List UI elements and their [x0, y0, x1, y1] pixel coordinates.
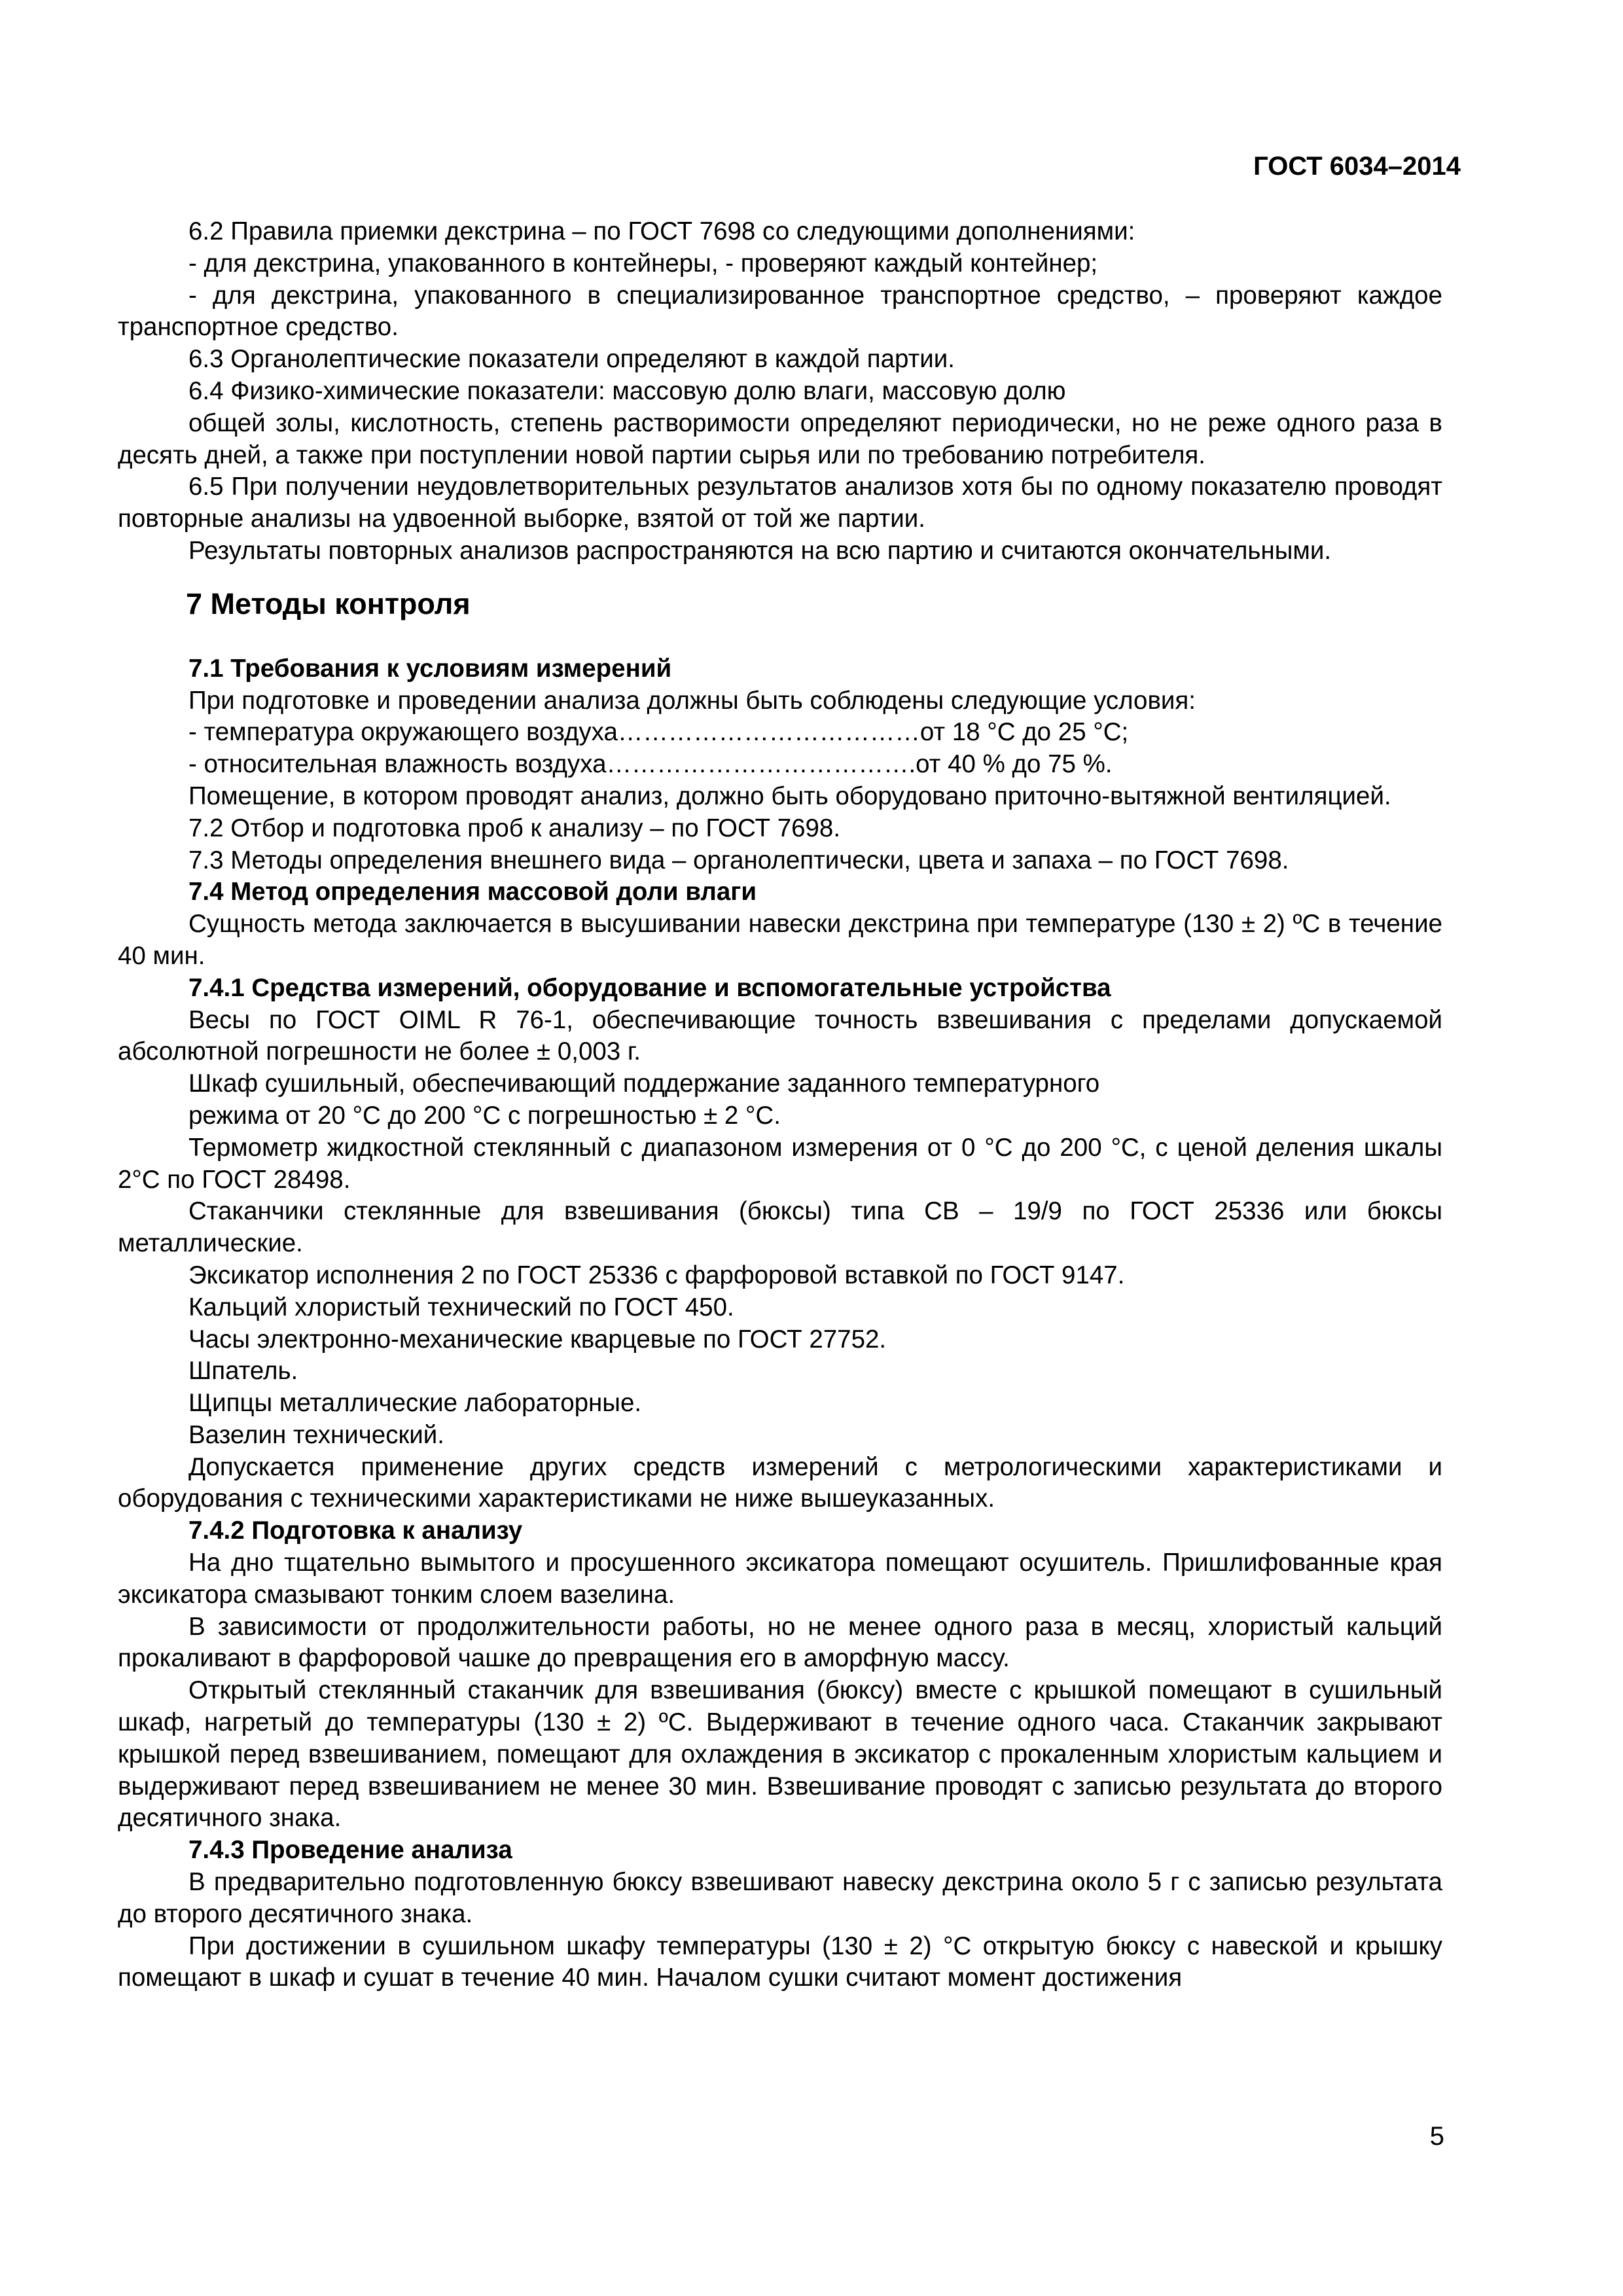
paragraph: При достижении в сушильном шкафу температуры (130 ± 2) °С открытую бюксу с навеской и крышку помещают в шкаф и сушат в течение 40 мин. Началом сушки считают момент достижения — [118, 1931, 1442, 1992]
subsection-heading: 7.1 Требования к условиям измерений — [188, 654, 672, 683]
paragraph: Помещение, в котором проводят анализ, должно быть оборудовано приточно-вытяжной вентиляцией. — [188, 781, 1391, 810]
paragraph: Вазелин технический. — [188, 1420, 444, 1449]
subsection-heading: 7.4.2 Подготовка к анализу — [188, 1516, 523, 1545]
paragraph: Сущность метода заключается в высушивании навески декстрина при температуре (130 ± 2) ºС в течение 40 мин. — [118, 910, 1442, 970]
paragraph: Кальций хлористый технический по ГОСТ 450. — [188, 1293, 734, 1321]
subsection-heading: 7.4.3 Проведение анализа — [188, 1836, 512, 1865]
paragraph: Шпатель. — [188, 1357, 298, 1386]
paragraph: На дно тщательно вымытого и просушенного эксикатора помещают осушитель. Пришлифованные края эксикатора смазывают тонким слоем вазелина. — [118, 1549, 1442, 1609]
paragraph: Термометр жидкостной стеклянный с диапазоном измерения от 0 °С до 200 °С, с ценой деления шкалы 2°С по ГОСТ 28498. — [118, 1133, 1442, 1194]
paragraph: 6.5 При получении неудовлетворительных результатов анализов хотя бы по одному показателю проводят повторные анализы на удвоенной выборке, взятой от той же партии. — [118, 473, 1442, 533]
paragraph: - для декстрина, упакованного в специализированное транспортное средство, – проверяют каждое транспортное средство. — [118, 281, 1442, 342]
page-number: 5 — [1429, 2122, 1444, 2151]
paragraph: - температура окружающего воздуха………………………………от 18 °С до 25 °С; — [188, 718, 1129, 747]
paragraph: Шкаф сушильный, обеспечивающий поддержание заданного температурного — [188, 1069, 1100, 1098]
paragraph: Открытый стеклянный стаканчик для взвешивания (бюксу) вместе с крышкой помещают в сушильный шкаф, нагретый до температуры (130 ± 2) ºС. Выдерживают в течение одного часа. Стаканчик закрывают крышкой перед взвешиванием, помещают для охлаждения в эксикатор с прокаленным хлористым кальцием и выдерживают перед взвешиванием не менее 30 мин. Взвешивание проводят с записью результата до второго десятичного знака. — [118, 1676, 1442, 1833]
standard-designation: ГОСТ 6034–2014 — [1253, 152, 1461, 181]
paragraph: - для декстрина, упакованного в контейнеры, - проверяют каждый контейнер; — [188, 249, 1098, 278]
paragraph: Часы электронно-механические кварцевые по ГОСТ 27752. — [188, 1325, 887, 1354]
document-body — [118, 216, 1442, 1994]
paragraph: общей золы, кислотность, степень растворимости определяют периодически, но не реже одного раза в десять дней, а также при поступлении новой партии сырья или по требованию потребителя. — [118, 408, 1442, 469]
paragraph: Щипцы металлические лабораторные. — [188, 1389, 642, 1418]
section-heading: 7 Методы контроля — [186, 586, 471, 620]
subsection-heading: 7.4.1 Средства измерений, оборудование и вспомогательные устройства — [188, 973, 1111, 1002]
paragraph: - относительная влажность воздуха……………………………….от 40 % до 75 %. — [188, 750, 1113, 779]
paragraph: В зависимости от продолжительности работы, но не менее одного раза в месяц, хлористый кальций прокаливают в фарфоровой чашке до превращения его в аморфную массу. — [118, 1612, 1442, 1673]
paragraph: Результаты повторных анализов распространяются на всю партию и считаются окончательными. — [188, 536, 1332, 565]
paragraph: Весы по ГОСТ OIML R 76-1, обеспечивающие точность взвешивания с пределами допускаемой абсолютной погрешности не более ± 0,003 г. — [118, 1005, 1442, 1066]
paragraph: Эксикатор исполнения 2 по ГОСТ 25336 с фарфоровой вставкой по ГОСТ 9147. — [188, 1261, 1125, 1289]
paragraph: Допускается применение других средств измерений с метрологическими характеристиками и оборудования с техническими характеристиками не ниже вышеуказанных. — [118, 1452, 1442, 1513]
paragraph: 7.2 Отбор и подготовка проб к анализу – по ГОСТ 7698. — [188, 814, 841, 842]
paragraph: В предварительно подготовленную бюксу взвешивают навеску декстрина около 5 г с записью результата до второго десятичного знака. — [118, 1868, 1442, 1928]
paragraph: 6.2 Правила приемки декстрина – по ГОСТ 7698 со следующими дополнениями: — [188, 217, 1135, 245]
paragraph: 7.3 Методы определения внешнего вида – органолептически, цвета и запаха – по ГОСТ 7698. — [188, 846, 1289, 874]
paragraph: При подготовке и проведении анализа должны быть соблюдены следующие условия: — [188, 686, 1196, 715]
paragraph: режима от 20 °С до 200 °С с погрешностью ± 2 °С. — [188, 1101, 781, 1130]
paragraph: 6.3 Органолептические показатели определяют в каждой партии. — [188, 345, 955, 374]
subsection-heading: 7.4 Метод определения массовой доли влаги — [188, 878, 757, 906]
paragraph: 6.4 Физико-химические показатели: массовую долю влаги, массовую долю — [188, 376, 1066, 405]
paragraph: Стаканчики стеклянные для взвешивания (бюксы) типа СВ – 19/9 по ГОСТ 25336 или бюксы металлические. — [118, 1197, 1442, 1258]
